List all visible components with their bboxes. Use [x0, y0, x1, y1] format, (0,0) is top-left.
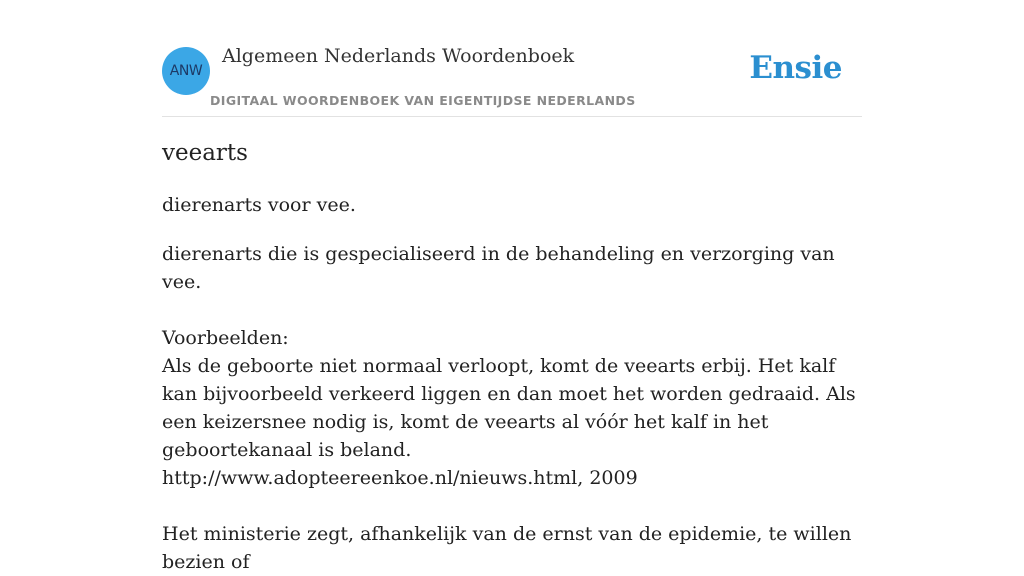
spacer — [162, 492, 862, 520]
site-header — [162, 0, 862, 117]
definition-body — [162, 240, 862, 576]
anw-logo[interactable]: ANW — [162, 47, 210, 95]
site-title[interactable]: Algemeen Nederlands Woordenboek — [222, 45, 575, 67]
long-definition: dierenarts die is gespecialiseerd in de behandeling en verzorging van vee. — [162, 243, 835, 293]
short-definition: dierenarts voor vee. — [162, 194, 356, 216]
example-text: Het ministerie zegt, afhankelijk van de ernst van de epidemie, te willen bezien of — [162, 523, 852, 573]
site-subtitle: DIGITAAL WOORDENBOEK VAN EIGENTIJDSE NEDERLANDS — [210, 93, 636, 108]
example-text: Als de geboorte niet normaal verloopt, komt de veearts erbij. Het kalf kan bijvoorbeeld verkeerd liggen en dan moet het worden gedraaid. Als een keizersnee nodig is, komt de veearts al vóór het kalf in het geboortekanaal is beland. — [162, 355, 856, 461]
example-source: http://www.adopteereenkoe.nl/nieuws.html, 2009 — [162, 467, 638, 489]
spacer — [162, 296, 862, 324]
ensie-logo[interactable]: Ensie — [749, 50, 842, 86]
entry-term: veearts — [162, 140, 248, 166]
page-container — [162, 0, 862, 573]
examples-label: Voorbeelden: — [162, 327, 289, 349]
